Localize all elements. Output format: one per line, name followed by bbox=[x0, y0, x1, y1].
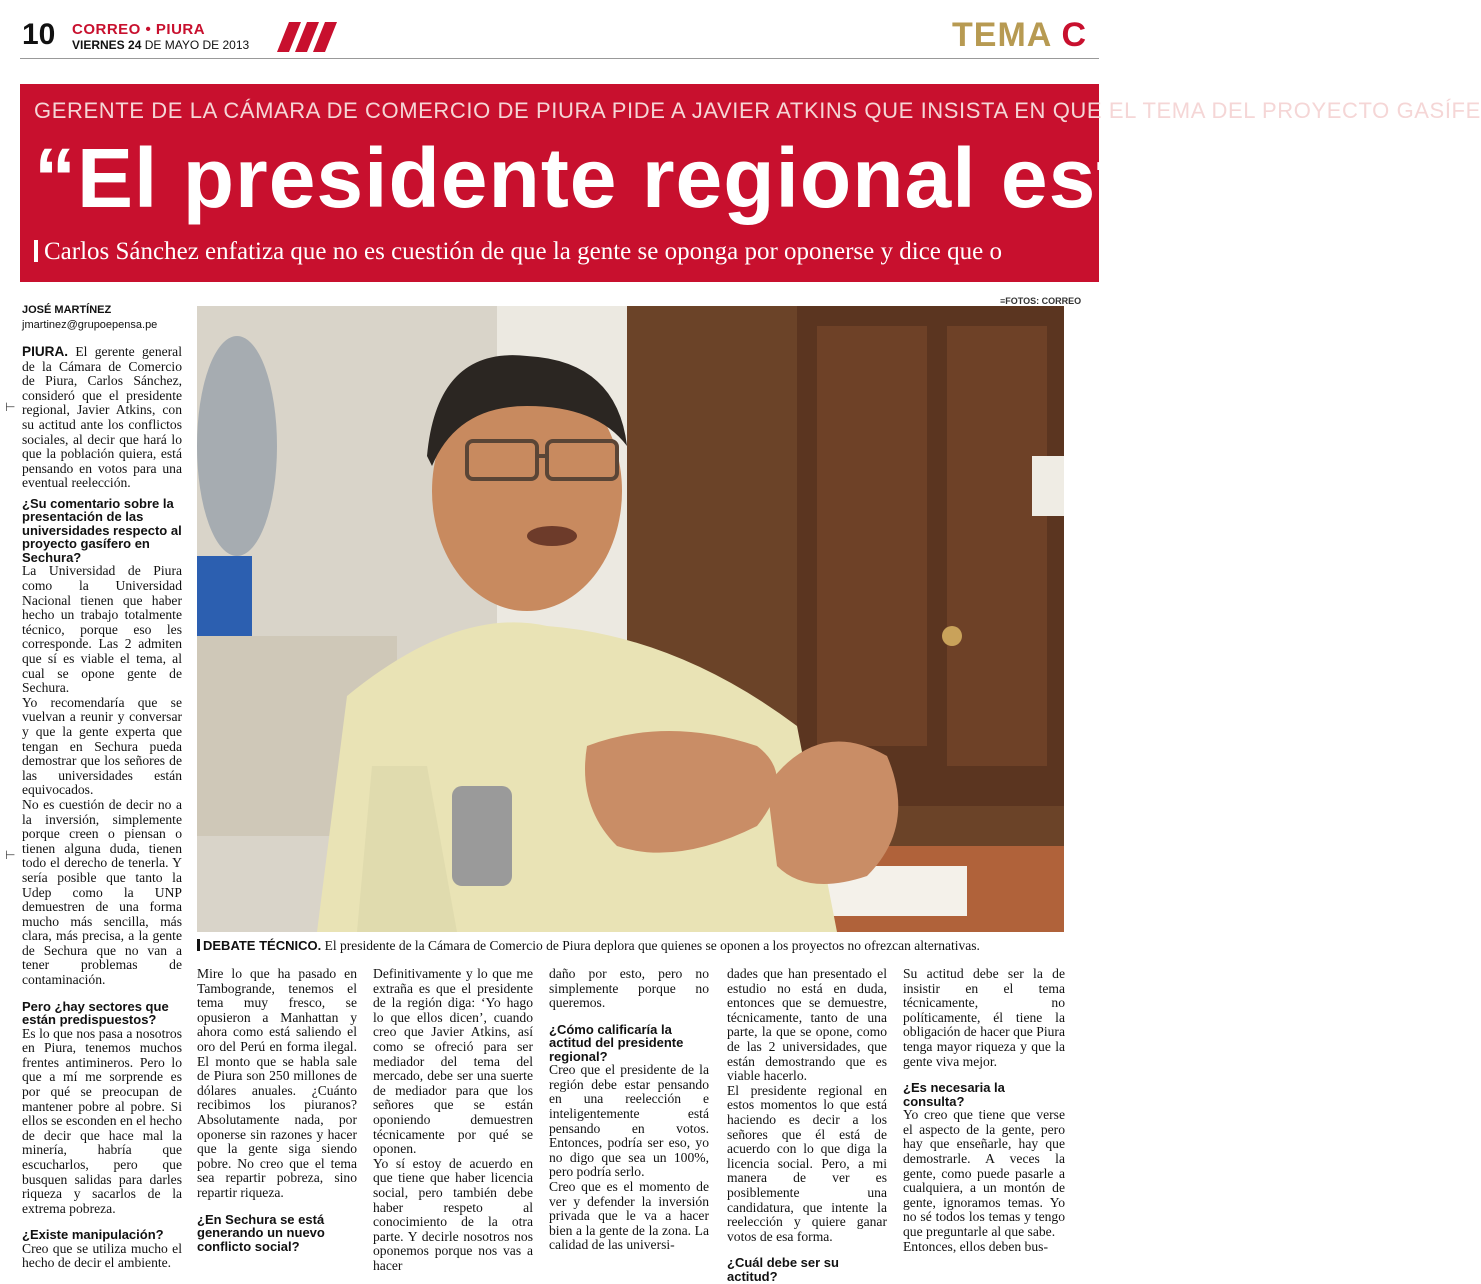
headline: “El presidente regional está bbox=[34, 131, 1174, 225]
lead-paragraph bbox=[22, 345, 182, 491]
date-month-year: DE MAYO DE 2013 bbox=[144, 38, 250, 52]
article-column-4 bbox=[549, 966, 709, 1253]
answer-paragraph: Creo que se utiliza mucho el hecho de decir el ambiente. bbox=[22, 1240, 182, 1271]
question-heading: ¿Su comentario sobre la presentación de las universidades respecto al proyecto gasífero en Sechura? bbox=[22, 495, 182, 565]
article-column-5 bbox=[727, 966, 887, 1284]
question-heading: ¿Es necesaria la consulta? bbox=[903, 1080, 1005, 1109]
question-heading: ¿Cuál debe ser su actitud? bbox=[727, 1255, 839, 1284]
author-name: JOSÉ MARTÍNEZ bbox=[22, 304, 112, 316]
fold-arrow-icon: ⊢ bbox=[5, 400, 16, 414]
question-heading: ¿Cómo calificaría la actitud del presidente regional? bbox=[549, 1021, 684, 1064]
answer-paragraph: Es lo que nos pasa a nosotros en Piura, tenemos muchos frentes antimineros. Pero lo que a mí me sorprende es por qué se preocupan de mantener pobre al pobre. Si ellos se esconden en el hecho de decir que hace mal la minería, habría que escucharlos, pero que busquen salidas para darles riqueza y sacarlos de la extrema pobreza. bbox=[22, 1025, 182, 1216]
answer-paragraph: No es cuestión de decir no a la inversión, simplemente porque creen o piensan o tienen alguna duda, tienen todo el derecho de tenerla. Y sería posible que tanto la Udep como la UNP demuestren de una forma mucho más sencilla, más clara, más precisa, a la gente de Sechura que no van a tener problemas de contaminación. bbox=[22, 796, 182, 988]
question-heading: ¿Existe manipulación? bbox=[22, 1227, 164, 1243]
header-stripes-decoration bbox=[275, 22, 335, 52]
question-heading: ¿En Sechura se está generando un nuevo conflicto social? bbox=[197, 1211, 325, 1254]
answer-paragraph: Creo que es el momento de ver y defender la inversión privada que le va a hacer bien a la gente de la zona. La calidad de las universi- bbox=[549, 1179, 709, 1253]
answer-paragraph: Yo sí estoy de acuerdo en que tiene que haber licencia social, pero también debe haber respeto al conocimiento de la otra parte. Y decirle nosotros nos oponemos porque nos vas a hacer bbox=[373, 1155, 533, 1273]
section-label-cut: C bbox=[1061, 16, 1088, 54]
deck-text: Carlos Sánchez enfatiza que no es cuestión de que la gente se oponga por oponerse y dice que o bbox=[44, 238, 1002, 265]
header-rule bbox=[20, 58, 1099, 59]
answer-paragraph: Definitivamente y lo que me extraña es que el presidente de la región diga: ‘Yo hago lo que ellos dicen’, cuando creo que Javier Atkins, así como se ofreció para ser mediador del tema del mercado, debe ser una suerte de mediador para que los señores que se están oponiendo demuestren técnicamente por qué se oponen. bbox=[373, 966, 533, 1157]
answer-paragraph: Yo recomendaría que se vuelvan a reunir y conversar y que la gente experta que tengan en Sechura pueda demostrar que los señores de las universidades están equivocados. bbox=[22, 694, 182, 798]
answer-paragraph: La Universidad de Piura como la Universidad Nacional tienen que haber hecho un trabajo totalmente técnico, porque eso les corresponde. Las 2 admiten que sí es viable el tema, al cual se opone gente de Sechura. bbox=[22, 563, 182, 696]
page-number: 10 bbox=[22, 18, 56, 51]
photo-credit: ≡FOTOS: CORREO bbox=[1000, 296, 1082, 306]
answer-paragraph: Su actitud debe ser la de insistir en el tema técnicamente, no políticamente, él tiene la obligación de hacer que Piura tenga mayor riqueza y que la gente viva mejor. bbox=[903, 966, 1065, 1069]
kicker: GERENTE DE LA CÁMARA DE COMERCIO DE PIURA PIDE A JAVIER ATKINS QUE INSISTA EN QUE EL TEMA DEL PROYECTO GASÍFE bbox=[34, 98, 1481, 123]
author-email[interactable]: jmartinez@grupoepensa.pe bbox=[22, 319, 158, 331]
lead-text: El gerente general de la Cámara de Comercio de Piura, Carlos Sánchez, consideró que el presidente regional, Javier Atkins, con su actitud ante los conflictos sociales, al decir que hará lo que la población quiera, está pensando en votos para una eventual reelección. bbox=[22, 344, 182, 491]
question-heading: Pero ¿hay sectores que están predispuestos? bbox=[22, 998, 169, 1028]
date-weekday: VIERNES 24 bbox=[72, 38, 142, 52]
headline-banner bbox=[20, 84, 1481, 282]
section-label bbox=[952, 16, 1087, 55]
publication-name: CORREO • PIURA bbox=[72, 21, 206, 38]
section-label-tema: TEMA bbox=[952, 16, 1052, 54]
answer-paragraph: daño por esto, pero no simplemente porque no queremos. bbox=[549, 966, 709, 1011]
deck bbox=[34, 238, 1002, 266]
article-column-3 bbox=[373, 966, 533, 1273]
caption-text: El presidente de la Cámara de Comercio de Piura deplora que quienes se oponen a los proyectos no ofrezcan alternativas. bbox=[321, 938, 980, 953]
issue-date bbox=[72, 38, 249, 52]
caption-label: DEBATE TÉCNICO. bbox=[203, 938, 322, 953]
caption-bar-icon bbox=[197, 939, 200, 951]
photo-caption bbox=[197, 938, 1077, 954]
article-column-1 bbox=[22, 344, 182, 1271]
dateline: PIURA. bbox=[22, 344, 69, 359]
answer-paragraph: Yo creo que tiene que verse el aspecto de la gente, pero hay que enseñarle, hay que demostrarle. A veces la gente, como puede pasarle a cualquiera, a un montón de gente, ignoramos temas. Yo no sé todos los temas y tengo que preguntarle al que sabe. bbox=[903, 1107, 1065, 1239]
interview-photo bbox=[197, 306, 1064, 932]
fold-arrow-icon: ⊢ bbox=[5, 848, 16, 862]
answer-paragraph: Entonces, ellos deben bus- bbox=[903, 1238, 1048, 1254]
answer-paragraph: Mire lo que ha pasado en Tambogrande, tenemos el tema muy fresco, se opusieron a Manhattan y ahora como está saliendo el oro del Perú en forma ilegal. El monto que se habla sale de Piura son 250 millones de dólares anuales. ¿Cuánto recibimos los piuranos? Absolutamente nada, por oponerse sin razones y hacer que la gente siga siendo pobre. No creo que el tema sea repartir pobreza, sino repartir riqueza. bbox=[197, 966, 357, 1200]
article-column-6 bbox=[903, 966, 1065, 1254]
article-column-2 bbox=[197, 966, 357, 1254]
answer-paragraph: Creo que el presidente de la región debe estar pensando en una reelección e inteligentemente está pensando en votos. Entonces, podría ser eso, yo no digo que sea un 100%, pero podría serlo. bbox=[549, 1062, 709, 1180]
answer-paragraph: dades que han presentado el estudio no está en duda, entonces que se demuestre, técnicamente, tanto de una parte, la que se opone, como de las 2 universidades, que están demostrando que es viable hacerlo. bbox=[727, 966, 887, 1084]
photo-credit-text: FOTOS: CORREO bbox=[1005, 296, 1082, 306]
answer-paragraph: El presidente regional en estos momentos lo que está haciendo es decir a los señores que él está de acuerdo con lo que diga la licencia social. Pero, a mi manera de ver es posiblemente una candidatura, que intente la reelección y quiere ganar votos de esa forma. bbox=[727, 1082, 887, 1244]
deck-bar-icon bbox=[34, 240, 38, 262]
